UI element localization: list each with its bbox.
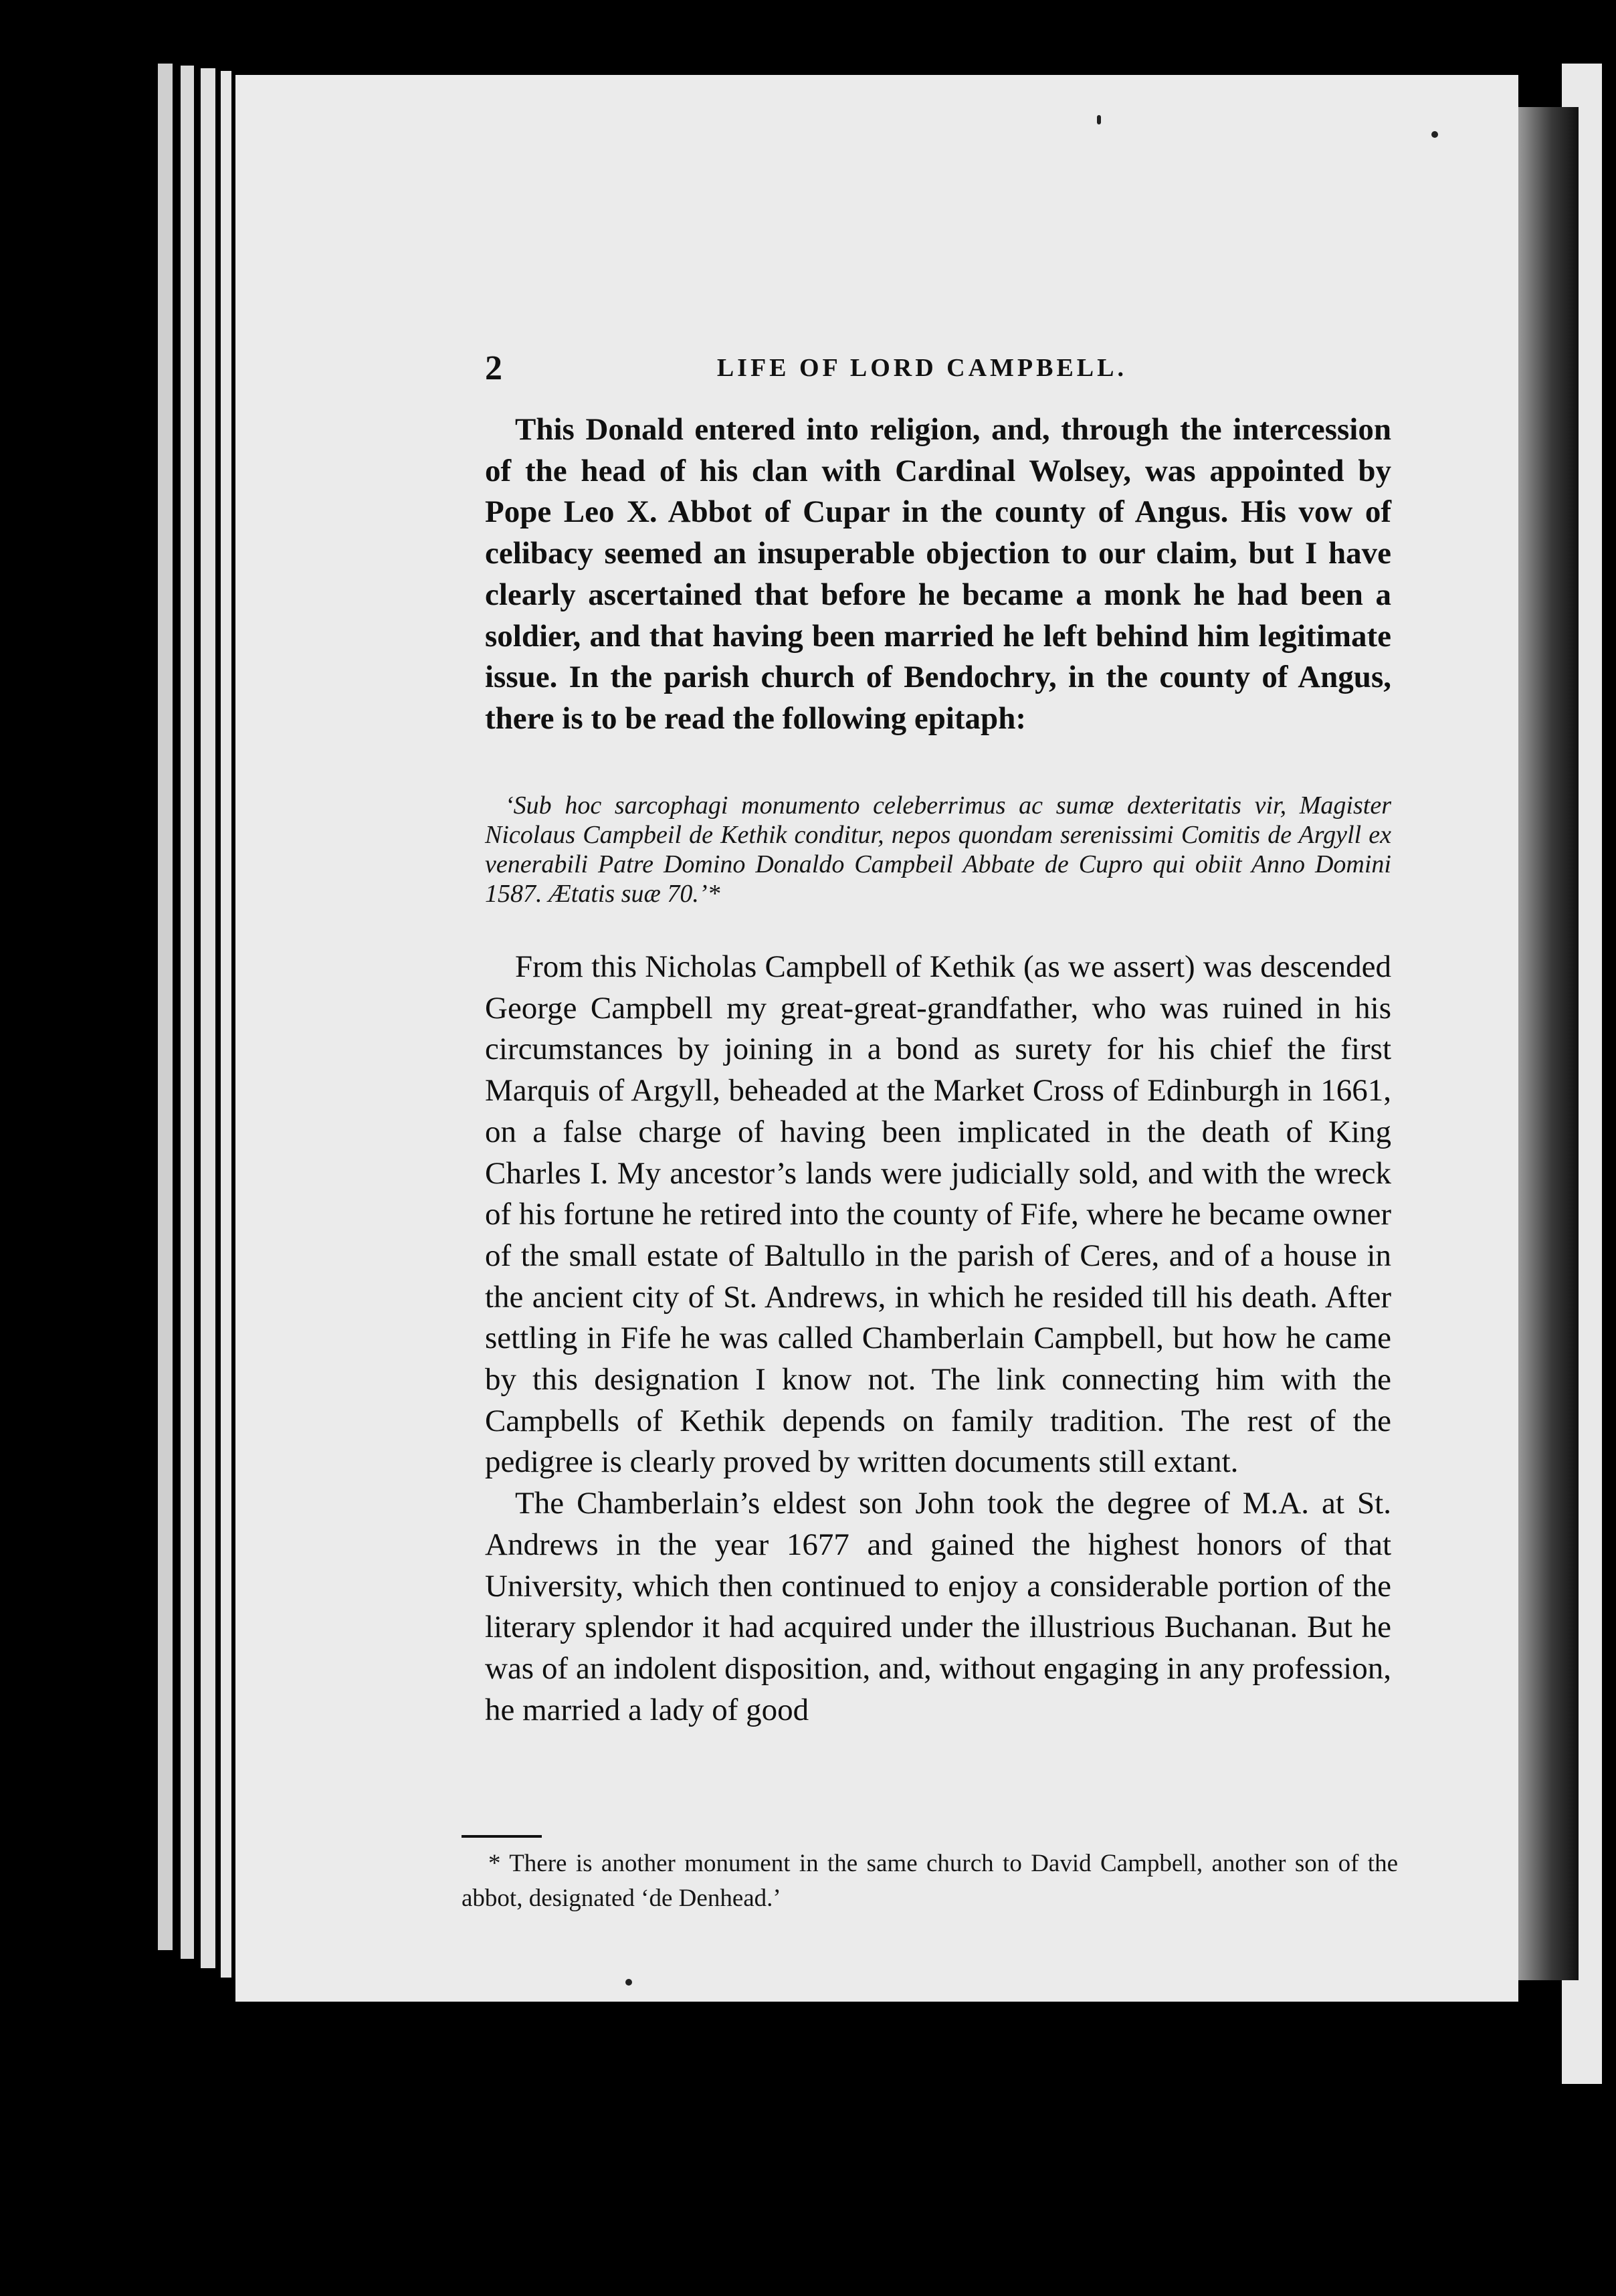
footnote: * There is another monument in the same church to David Campbell, another son of the abbot, designated ‘de Denhead.’: [462, 1850, 1398, 1912]
epitaph-quote: ‘Sub hoc sarcophagi monumento celeberrimus ac sumæ dexteritatis vir, Magister Nicolaus Campbeil de Kethik conditur, nepos quondam serenissimi Comitis de Argyll ex venerabili Patre Domino Donaldo Campbeil Abbate de Cupro qui obiit Anno Domini 1587. Ætatis suæ 70.’*: [485, 791, 1391, 908]
page-edge: [201, 68, 215, 1968]
speck: [625, 1979, 632, 1986]
paragraph: This Donald entered into religion, and, through the intercession of the head of his clan with Cardinal Wolsey, was appointed by Pope Leo X. Abbot of Cupar in the county of Angus. His vow of celibacy seemed an insuperable objection to our claim, but I have clearly ascertained that before he became a monk he had been a soldier, and that having been married he left behind him legitimate issue. In the parish church of Bendochry, in the county of Angus, there is to be read the following epitaph:: [485, 412, 1391, 736]
page-header: [485, 345, 1408, 391]
paragraph-block-2: [485, 947, 1391, 1731]
page-fold-shadow: [1518, 107, 1579, 1980]
paragraph: The Chamberlain’s eldest son John took the degree of M.A. at St. Andrews in the year 1677 and gained the highest honors of that University, which then continued to enjoy a considerable portion of the literary splendor it had acquired under the illustrious Buchanan. But he was of an indolent disposition, and, without engaging in any profession, he married a lady of good: [485, 1486, 1391, 1727]
page-number: 2: [485, 349, 502, 387]
paragraph-block-1: [485, 409, 1391, 740]
page-edge: [158, 64, 173, 1950]
speck: [1097, 115, 1101, 124]
running-title: LIFE OF LORD CAMPBELL.: [716, 354, 1127, 382]
footnote-rule: [462, 1835, 542, 1838]
paragraph: From this Nicholas Campbell of Kethik (as we assert) was descended George Campbell my great-great-grandfather, who was ruined in his circumstances by joining in a bond as surety for his chief the first Marquis of Argyll, beheaded at the Market Cross of Edinburgh in 1661, on a false charge of having been implicated in the death of King Charles I. My ancestor’s lands were judicially sold, and with the wreck of his fortune he retired into the county of Fife, where he became owner of the small estate of Baltullo in the parish of Ceres, and of a house in the ancient city of St. Andrews, in which he resided till his death. After settling in Fife he was called Chamberlain Campbell, but how he came by this designation I know not. The link connecting him with the Campbells of Kethik depends on family tradition. The rest of the pedigree is clearly proved by written documents still extant.: [485, 949, 1391, 1480]
page-edge: [221, 71, 231, 1978]
page-edge: [181, 66, 194, 1959]
speck: [1431, 131, 1438, 138]
